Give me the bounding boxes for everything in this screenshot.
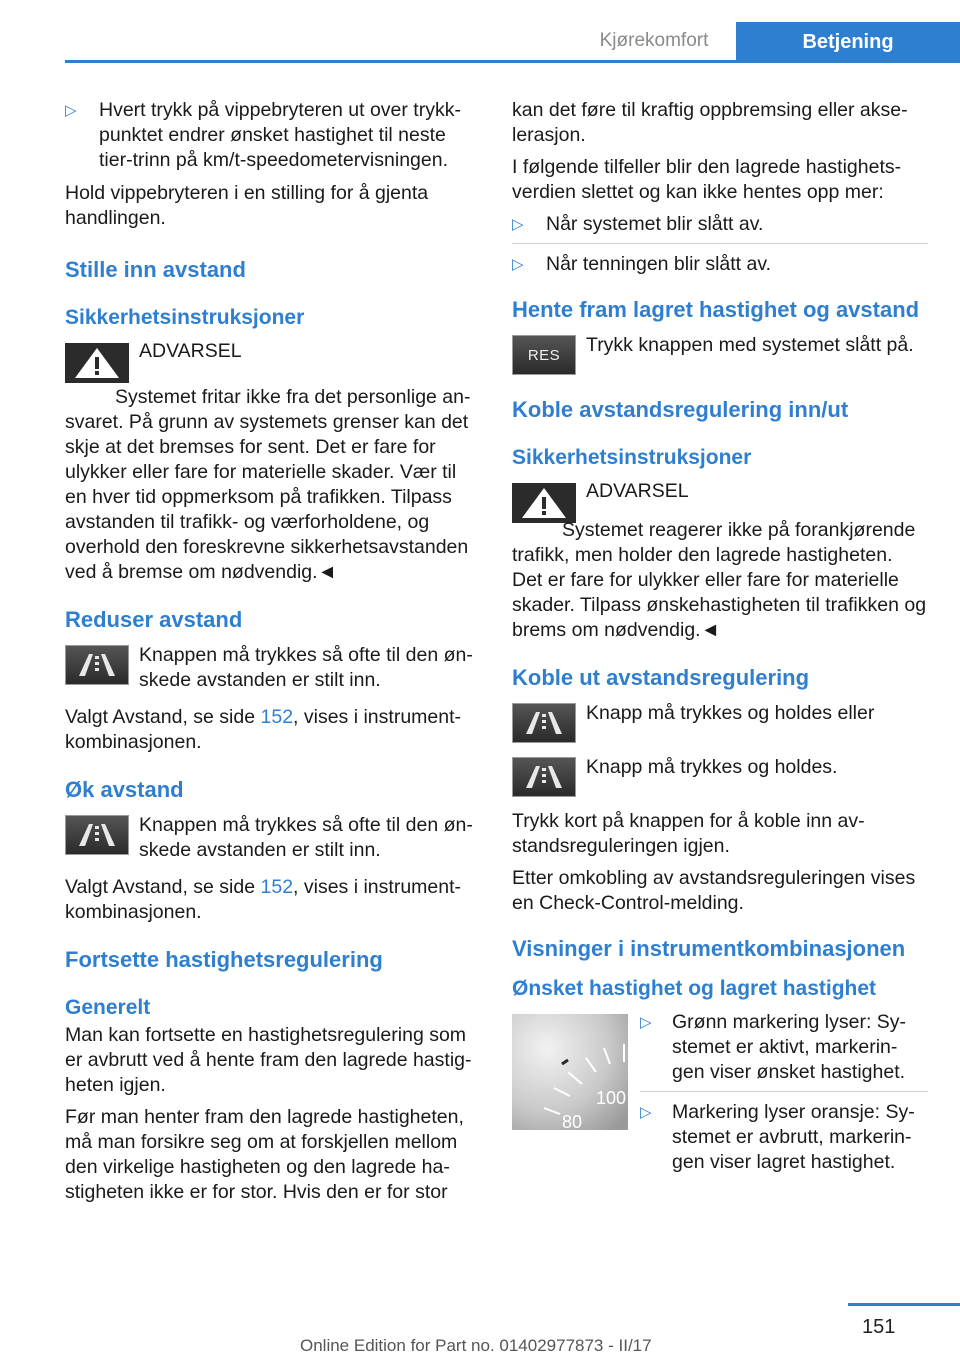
distance-button-icon (512, 757, 576, 797)
warning-title: ADVARSEL (586, 480, 689, 502)
warning-text-body: Systemet reagerer ikke på forankjørende trafikk, men holder den lagrede hastigheten. Det er fare for ulykker eller fare for materielle skader. Tilpass ønskehastigheten til trafikken og brems om nødvendig.◄ (512, 519, 927, 641)
heading-onsket-hastighet: Ønsket hastighet og lagret hastighet (512, 977, 877, 1000)
generelt-p2: Før man henter fram den lagrede hastigheten, må man forsikre seg om at forskjellen mellom den virkelige hastigheten og den lagrede ha-stigheten ikke er for stor. Hvis den er for stor (65, 1106, 464, 1203)
cont-p1: kan det føre til kraftig oppbremsing eller akse-lerasjon. (512, 99, 908, 146)
heading-reduser-avstand: Reduser avstand (65, 607, 243, 632)
paragraph: Hold vippebryteren i en stilling for å gjenta handlingen. (65, 182, 429, 229)
speedometer-image (512, 1014, 628, 1130)
heading-sikkerhetsinstruksjoner: Sikkerhetsinstruksjoner (65, 306, 305, 329)
heading-fortsette: Fortsette hastighetsregulering (65, 947, 383, 972)
heading-sikkerhetsinstruksjoner-2: Sikkerhetsinstruksjoner (512, 446, 752, 469)
res-label: RES (527, 346, 561, 364)
warning-triangle-icon (65, 343, 129, 390)
bullet-triangle-icon: ▷ (65, 102, 77, 119)
gauge-row (512, 1010, 928, 1183)
bullet-triangle-icon: ▷ (512, 256, 524, 273)
bullet-text: Grønn markering lyser: Sy-stemet er aktivt, markerin-gen viser ønsket hastighet. (672, 1011, 907, 1083)
ok-valgt: Valgt Avstand, se side 152, vises i instrument-kombinasjonen. (65, 876, 462, 923)
cont-p2: I følgende tilfeller blir den lagrede hastighets-verdien slettet og kan ikke hentes opp mer: (512, 156, 902, 203)
reduser-text: Knappen må trykkes så ofte til den øn-skede avstanden er stilt inn. (139, 644, 473, 691)
distance-button-icon (65, 815, 129, 855)
header-active-tab: Betjening (736, 22, 960, 63)
koble-ut-row-1 (512, 701, 928, 743)
heading-visninger: Visninger i instrumentkombinasjonen (512, 936, 906, 961)
generelt-p1: Man kan fortsette en hastighetsregulering som er avbrutt ved å hente fram den lagrede hastig-heten igjen. (65, 1024, 472, 1096)
reduser-valgt: Valgt Avstand, se side 152, vises i instrument-kombinasjonen. (65, 706, 462, 753)
heading-ok-avstand: Øk avstand (65, 777, 184, 802)
heading-generelt: Generelt (65, 996, 151, 1019)
trykk-kort: Trykk kort på knappen for å koble inn av-standsreguleringen igjen. (512, 810, 865, 857)
ok-text: Knappen må trykkes så ofte til den øn-skede avstanden er stilt inn. (139, 814, 473, 861)
gauge-bullets (640, 1010, 928, 1183)
bullet-text: Markering lyser oransje: Sy-stemet er avbrutt, markerin-gen viser lagret hastighet. (672, 1101, 915, 1173)
koble-ut-text-1: Knapp må trykkes og holdes eller (586, 702, 875, 724)
hente-row (512, 333, 928, 375)
res-button-icon (512, 335, 576, 375)
bullet-text: Når tenningen blir slått av. (546, 253, 772, 275)
gauge-label-80: 80 (562, 1112, 583, 1130)
bullet-text: Når systemet blir slått av. (546, 213, 764, 235)
warning-title: ADVARSEL (139, 340, 242, 362)
footer-rule (848, 1303, 960, 1306)
bullet-triangle-icon: ▷ (512, 216, 524, 233)
ok-row (65, 813, 477, 863)
distance-button-icon (512, 703, 576, 743)
gauge-label-100: 100 (596, 1088, 627, 1108)
bullet-item (65, 98, 477, 173)
koble-ut-row-2 (512, 755, 928, 797)
reduser-row (65, 643, 477, 693)
header-section-tab: Kjørekomfort (599, 30, 709, 51)
bullet-triangle-icon: ▷ (640, 1104, 652, 1121)
koble-ut-text-2: Knapp må trykkes og holdes. (586, 756, 838, 778)
heading-koble: Koble avstandsregulering inn/ut (512, 397, 849, 422)
distance-button-icon (65, 645, 129, 685)
right-column (512, 98, 928, 1183)
bullet-item (640, 1100, 928, 1175)
bullet-item (640, 1010, 928, 1092)
bullet-item (512, 212, 928, 244)
hente-text: Trykk knappen med systemet slått på. (586, 334, 914, 356)
page-number: 151 (862, 1316, 896, 1338)
page-link-152[interactable]: 152 (260, 876, 294, 898)
header-rule (65, 60, 960, 63)
heading-koble-ut: Koble ut avstandsregulering (512, 665, 810, 690)
heading-hente-fram: Hente fram lagret hastighet og avstand (512, 297, 920, 322)
left-column (65, 98, 477, 1212)
warning-block (65, 339, 477, 390)
bullet-text: Hvert trykk på vippebryteren ut over trykk-punktet endrer ønsket hastighet til neste tier-trinn på km/t-speedometervisningen. (99, 99, 461, 171)
bullet-item (512, 252, 928, 277)
warning-text-body: Systemet fritar ikke fra det personlige an-svaret. På grunn av systemets grenser kan det skje at det bremses for sent. Det er fare for ulykker eller fare for materielle skader. Vær til en hver tid oppmerksom på trafikken. Tilpass avstanden til trafikk- og værforholdene, og overhold den foreskrevne sikkerhetsavstanden ved å bremse om nødvendig.◄ (65, 386, 471, 583)
edition-note: Online Edition for Part no. 01402977873 - II/17 (300, 1336, 652, 1355)
etter-omkobling: Etter omkobling av avstandsreguleringen vises en Check-Control-melding. (512, 867, 916, 914)
bullet-triangle-icon: ▷ (640, 1014, 652, 1031)
page-link-152[interactable]: 152 (260, 706, 294, 728)
heading-stille-inn-avstand: Stille inn avstand (65, 257, 246, 282)
